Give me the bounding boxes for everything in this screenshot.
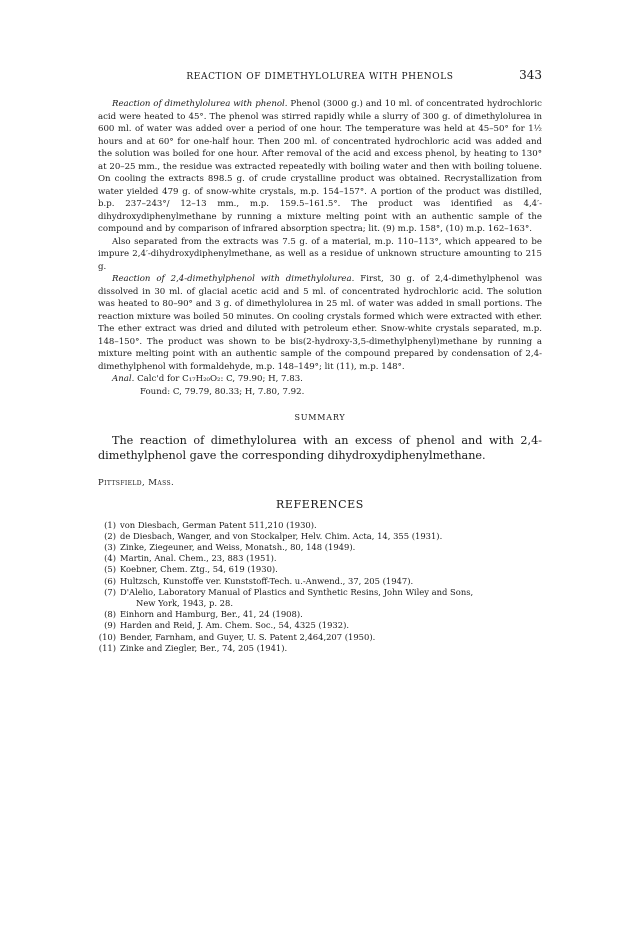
running-head — [98, 68, 542, 82]
reference-continuation: New York, 1943, p. 28. — [136, 597, 234, 608]
elemental-analysis — [98, 373, 542, 398]
reference-number: (9) — [104, 620, 116, 631]
reference-text: von Diesbach, German Patent 511,210 (1930). — [120, 519, 317, 530]
reference-item — [98, 620, 542, 631]
reference-item — [98, 587, 542, 609]
reference-text: Hultzsch, Kunstoffe ver. Kunststoff-Tech. u.-Anwend., 37, 205 (1947). — [120, 575, 414, 586]
reference-number: (11) — [98, 642, 116, 653]
reference-text: D'Alelio, Laboratory Manual of Plastics and Synthetic Resins, John Wiley and Sons, — [120, 586, 474, 597]
paragraph-text: Phenol (3000 g.) and 10 ml. of concentrated hydrochloric acid were heated to 45°. The phenol was stirred rapidly while a slurry of 300 g. of dimethylolurea in 600 ml. of water was added over a period of one hour. The temperature was held at 45–50° for 1½ hours and at 60° for one-half hour. Then 200 ml. of concentrated hydrochloric acid was added and the solution was boiled for one hour. After removal of the acid and excess phenol, by heating to 130° at 20–25 mm., the residue was extracted repeatedly with boiling water and then with boiling toluene. On cooling the extracts 898.5 g. of crude crystalline product was obtained. Recrystallization from water yielded 479 g. of snow-white crystals, m.p. 154–157°. A portion of the product was distilled, b.p. 237–243°/ 12–13 mm., m.p. 159.5–161.5°. The product was identified as 4,4′-dihydroxydiphenylmethane by running a mixture melting point with an authentic sample of the compound and by comparison of infrared absorption spectra; lit. (9) m.p. 158°, (10) m.p. 162–163°. — [98, 99, 542, 234]
running-head-title: REACTION OF DIMETHYLOLUREA WITH PHENOLS — [186, 72, 454, 82]
reference-number: (2) — [104, 530, 116, 541]
reference-text: Zinke, Ziegeuner, and Weiss, Monatsh., 80, 148 (1949). — [120, 541, 356, 552]
references-heading: REFERENCES — [276, 498, 364, 511]
reference-text: Harden and Reid, J. Am. Chem. Soc., 54, 4325 (1932). — [120, 620, 350, 631]
article-body — [98, 98, 542, 654]
reference-text: Zinke and Ziegler, Ber., 74, 205 (1941). — [120, 642, 288, 653]
reference-number: (1) — [104, 519, 116, 530]
reference-text: Koebner, Chem. Ztg., 54, 619 (1930). — [120, 564, 278, 575]
reference-text: de Diesbach, Wanger, and von Stockalper, Helv. Chim. Acta, 14, 355 (1931). — [120, 530, 443, 541]
run-in-heading: Reaction of dimethylolurea with phenol. — [112, 99, 288, 109]
reference-item — [98, 520, 542, 531]
reference-text: Martin, Anal. Chem., 23, 883 (1951). — [120, 553, 277, 564]
reference-text: Bender, Farnham, and Guyer, U. S. Patent 2,464,207 (1950). — [120, 631, 376, 642]
page-number: 343 — [519, 68, 542, 82]
reference-number: (10) — [98, 631, 116, 642]
analysis-label: Anal. — [112, 374, 135, 384]
reference-item — [98, 553, 542, 564]
run-in-heading: Reaction of 2,4-dimethylphenol with dimethylolurea. — [112, 274, 355, 284]
references-list — [98, 520, 542, 654]
reference-number: (3) — [104, 541, 116, 552]
reference-text: Einhorn and Hamburg, Ber., 41, 24 (1908). — [120, 609, 303, 620]
summary-heading: SUMMARY — [294, 413, 346, 422]
reference-number: (4) — [104, 553, 116, 564]
reference-item — [98, 564, 542, 575]
reference-number: (8) — [104, 609, 116, 620]
reference-item — [98, 531, 542, 542]
reference-item — [98, 632, 542, 643]
reference-number: (6) — [104, 575, 116, 586]
reference-item — [98, 609, 542, 620]
place-of-origin: Pittsfield, Mass. — [98, 477, 175, 488]
reference-number: (5) — [104, 564, 116, 575]
reference-item — [98, 542, 542, 553]
paragraph-phenol-reaction — [98, 98, 542, 236]
paragraph-text: Also separated from the extracts was 7.5 g. of a material, m.p. 110–113°, which appeared to be impure 2,4′-dihydroxydiphenylmethane, as well as a residue of unknown structure amounting to 215 g. — [98, 236, 542, 272]
paragraph-byproducts — [98, 236, 542, 274]
analysis-found: Found: C, 79.79, 80.33; H, 7.80, 7.92. — [140, 386, 305, 397]
reference-item — [98, 643, 542, 654]
reference-item — [98, 576, 542, 587]
paragraph-dimethylphenol-reaction — [98, 273, 542, 373]
reference-number: (7) — [104, 586, 116, 597]
paragraph-text: First, 30 g. of 2,4-dimethylphenol was dissolved in 30 ml. of glacial acetic acid and 5 ml. of concentrated hydrochloric acid. The solution was heated to 80–90° and 3 g. of dimethylolurea in 25 ml. of water was added in small portions. The reaction mixture was boiled 50 minutes. On cooling crystals formed which were extracted with ether. The ether extract was dried and diluted with petroleum ether. Snow-white crystals separated, m.p. 148–150°. The product was shown to be bis(2-hydroxy-3,5-dimethylphenyl)methane by running a mixture melting point with an authentic sample of the compound prepared by condensation of 2,4-dimethylphenol with formaldehyde, m.p. 148–149°; lit (11), m.p. 148°. — [98, 274, 542, 372]
summary-text: The reaction of dimethylolurea with an excess of phenol and with 2,4-dimethylphenol gave the corresponding dihydroxydiphenylmethane. — [98, 433, 542, 462]
analysis-calcd: Calc'd for C₁₇H₂₀O₂: C, 79.90; H, 7.83. — [134, 374, 303, 384]
